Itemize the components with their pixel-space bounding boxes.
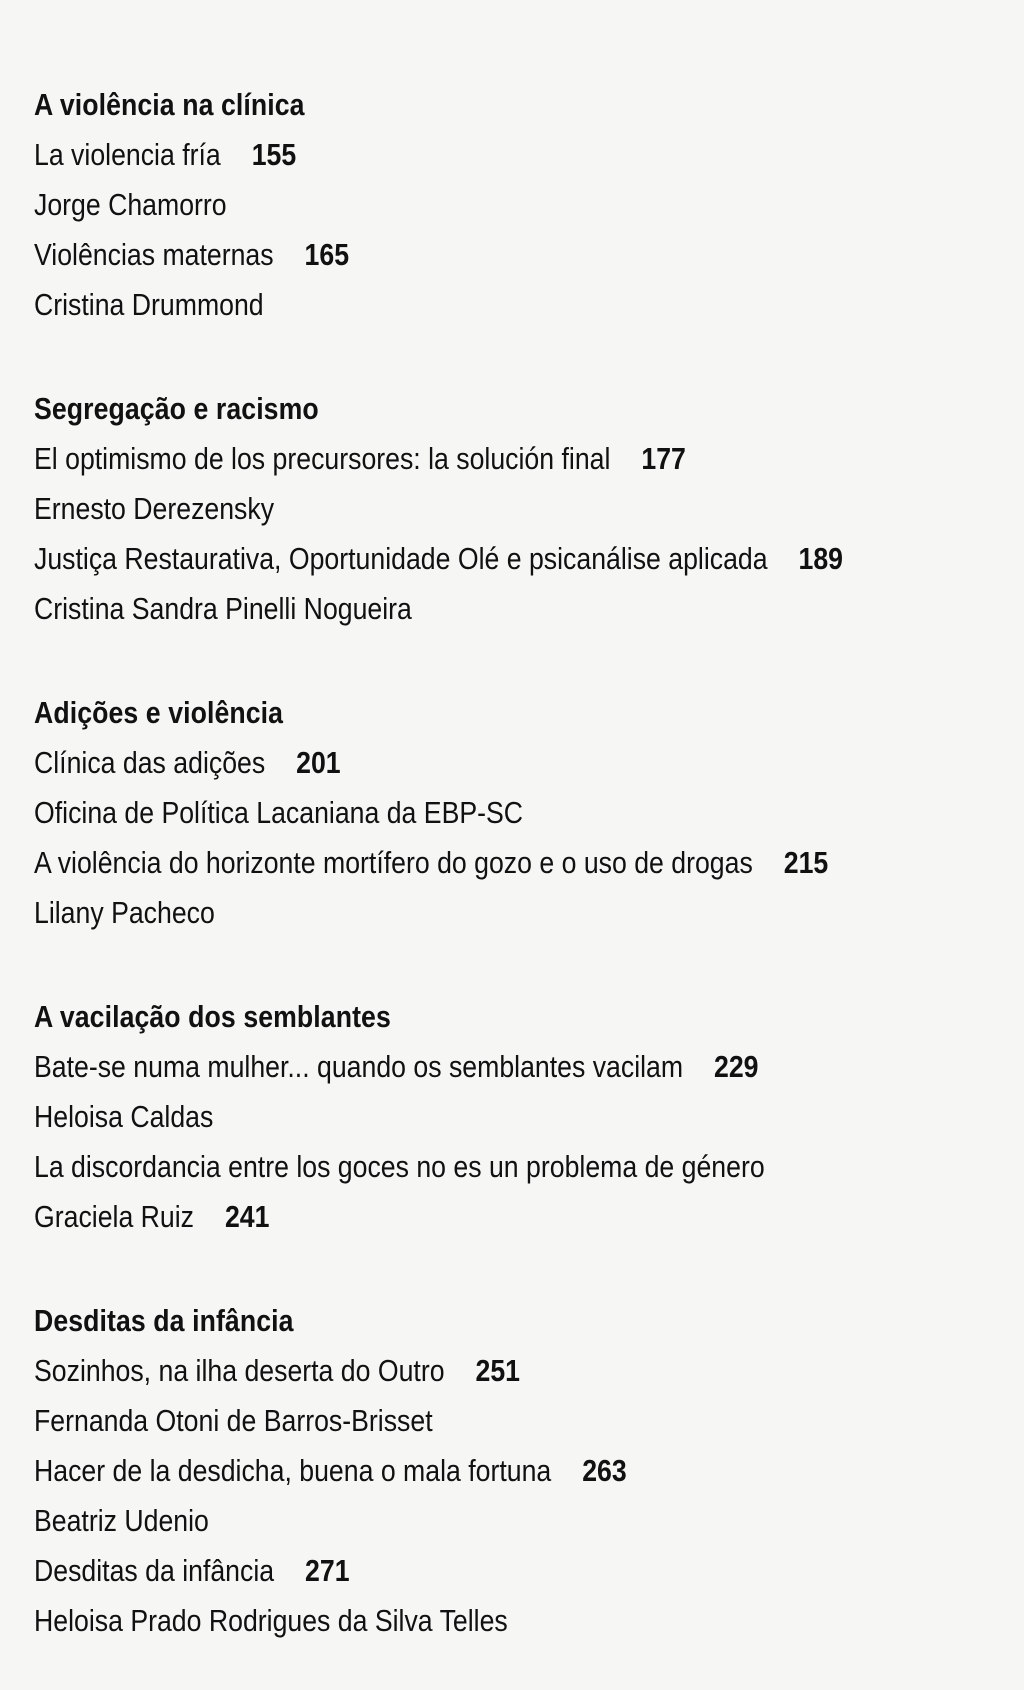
entry-title: Sozinhos, na ilha deserta do Outro — [34, 1353, 445, 1388]
entry-line — [34, 534, 885, 584]
entry-author: Cristina Sandra Pinelli Nogueira — [34, 591, 412, 626]
page-number: 229 — [714, 1049, 759, 1084]
entry-author: Heloisa Prado Rodrigues da Silva Telles — [34, 1603, 508, 1638]
entry-line — [34, 1346, 885, 1396]
entry-line — [34, 738, 885, 788]
page-number: 241 — [224, 1199, 270, 1234]
page-number: 263 — [582, 1453, 627, 1488]
page-number: 271 — [305, 1553, 350, 1588]
toc-section — [34, 1296, 1024, 1646]
page-number: 155 — [251, 137, 297, 172]
entry-author — [34, 1192, 885, 1242]
toc-section — [34, 688, 1024, 938]
entry-title: A violência do horizonte mortífero do gozo e o uso de drogas — [34, 845, 753, 880]
entry-line — [34, 434, 885, 484]
section-title: A vacilação dos semblantes — [34, 999, 391, 1034]
entry-title: Clínica das adições — [34, 745, 266, 780]
entry-author: Ernesto Derezensky — [34, 491, 275, 526]
entry-author: Cristina Drummond — [34, 287, 264, 322]
toc-section — [34, 80, 1024, 330]
section-title: Desditas da infância — [34, 1303, 294, 1338]
entry-author: Oficina de Política Lacaniana da EBP-SC — [34, 795, 524, 830]
entry-author: Lilany Pacheco — [34, 895, 215, 930]
page-number: 189 — [798, 541, 844, 576]
entry-line — [34, 230, 885, 280]
section-title: Adições e violência — [34, 695, 284, 730]
entry-line — [34, 1546, 885, 1596]
entry-title: Violências maternas — [34, 237, 274, 272]
entry-title: La violencia fría — [34, 137, 221, 172]
entry-line — [34, 1042, 885, 1092]
entry-title: Bate-se numa mulher... quando os semblantes vacilam — [34, 1049, 684, 1084]
entry-author: Beatriz Udenio — [34, 1503, 209, 1538]
entry-author: Fernanda Otoni de Barros-Brisset — [34, 1403, 433, 1438]
page-number: 201 — [296, 745, 341, 780]
entry-line — [34, 838, 885, 888]
toc-section — [34, 992, 1024, 1242]
entry-line — [34, 130, 885, 180]
author-name: Graciela Ruiz — [34, 1199, 195, 1234]
page-number: 177 — [641, 441, 686, 476]
entry-author: Jorge Chamorro — [34, 187, 227, 222]
entry-title: La discordancia entre los goces no es un problema de género — [34, 1149, 765, 1184]
entry-title: Desditas da infância — [34, 1553, 275, 1588]
entry-line — [34, 1142, 885, 1192]
entry-author: Heloisa Caldas — [34, 1099, 214, 1134]
page-number: 251 — [475, 1353, 520, 1388]
page-number: 165 — [304, 237, 350, 272]
section-title: Segregação e racismo — [34, 391, 319, 426]
entry-line — [34, 1446, 885, 1496]
section-title: A violência na clínica — [34, 87, 305, 122]
entry-title: Justiça Restaurativa, Oportunidade Olé e psicanálise aplicada — [34, 541, 768, 576]
toc-section — [34, 384, 1024, 634]
page-number: 215 — [783, 845, 829, 880]
entry-title: El optimismo de los precursores: la solución final — [34, 441, 611, 476]
entry-title: Hacer de la desdicha, buena o mala fortuna — [34, 1453, 552, 1488]
